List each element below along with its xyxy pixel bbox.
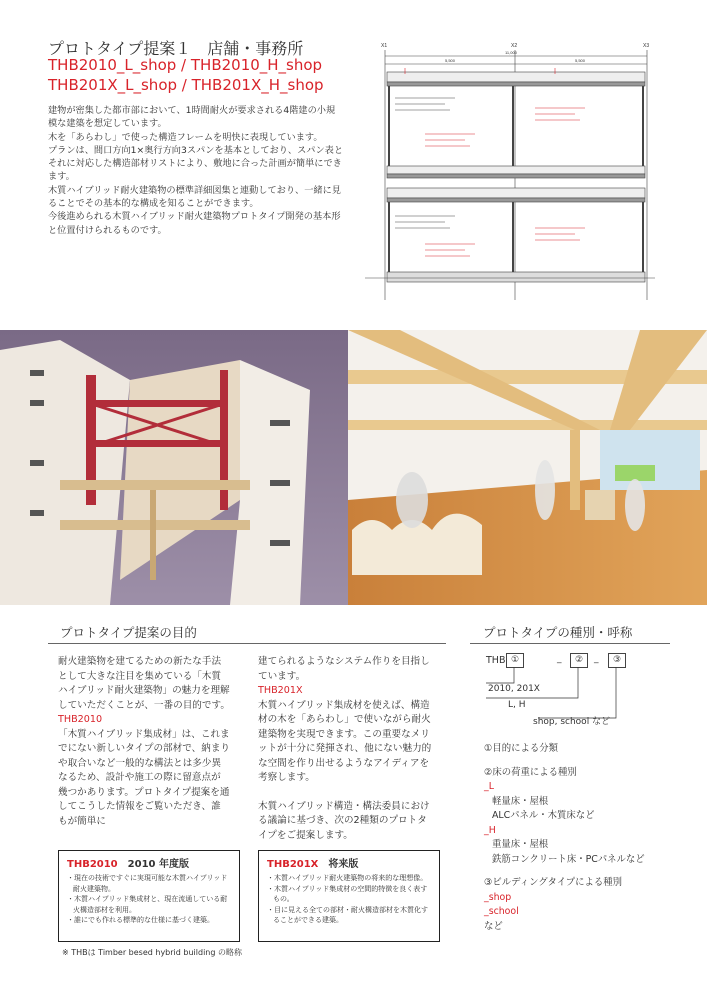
box-thb201x [258,850,440,942]
code-etc: など [484,920,503,932]
interior-rendering [348,330,707,605]
naming-label-years: 2010, 201X [488,684,540,694]
footnote: ※ THBは Timber besed hybrid building の略称 [62,948,242,957]
grid-label-1: X1 [381,43,388,49]
subtitle-201x: THB201X_L_shop / THB201X_H_shop [48,76,324,94]
intro-p3: プランは、間口方向1×奥行方向3スパンを基本としており、スパン表とそれに対応した構造部材リストにより、敷地に合った計画が簡単にできます。 [48,144,344,183]
group-floor-load: ②床の荷重による種別 [484,766,577,778]
group-purpose: ①目的による分類 [484,743,559,754]
photo-band [0,330,707,605]
type-classification [484,742,684,934]
purpose-col2-p2: 木質ハイブリッド集成材を使えば、構造材の木を「あらわし」で使いながら耐火建築物を実現できます。この重要なメリットが十分に発揮され、他にない魅力的な空間を作り出せるようなアイディアを考察します。 [258,699,432,783]
box-thb2010-header [59,851,239,870]
list-item: ・木質ハイブリッド耐火建築物の将来的な理想像。 [267,874,428,882]
box-thb2010-code: THB2010 [67,859,118,870]
grid-label-2: X2 [511,43,518,49]
naming-sep-2: _ [594,654,599,664]
naming-box-3: ③ [608,653,626,668]
light-desc-1: 軽量床・屋根 [492,795,549,807]
intro-text [48,104,344,237]
naming-sep-1: _ [557,654,562,664]
purpose-col2-p1: 建てられるようなシステム作りを目指しています。 [258,656,430,682]
heavy-desc-2: 鉄筋コンクリート床・PCパネルなど [492,853,645,865]
purpose-col-2 [258,655,436,843]
intro-p1: 建物が密集した都市部において、1時間耐火が要求される4階建の小規模な建築を想定しています。 [48,105,336,130]
code-l: _L [484,781,494,792]
purpose-col1-p2: 「木質ハイブリッド集成材」は、これまでにない新しいタイプの部材で、納まりや取合いなど一般的な構法とは多少異なるため、設計や施工の際に留意点が幾つかあります。プロトタイプ提案を通してこうした情報をご覧いただき、誰もが簡単に [58,728,231,827]
box-thb201x-header [259,851,439,870]
box-thb201x-name: 将来版 [328,859,359,870]
light-desc-2: ALCパネル・木質床など [492,810,595,821]
box-thb2010 [58,850,240,942]
naming-diagram [478,650,678,730]
subtitle-2010: THB2010_L_shop / THB2010_H_shop [48,56,323,74]
list-item: ・誰にでも作れる標準的な仕様に基づく建築。 [67,916,214,924]
dim-span-a: 5,500 [445,58,456,63]
model-photo [0,330,348,605]
grid-label-3: X3 [643,43,650,49]
code-h: _H [484,824,496,836]
intro-p2: 木を「あらわし」で使った構造フレームを明快に表現しています。 [48,131,323,143]
purpose-col-1 [58,655,230,829]
section-drawing [365,38,655,304]
naming-label-lh: L, H [508,700,526,710]
list-item: ・木質ハイブリッド集成材の空間的特徴を良く表すもの。 [267,884,428,903]
purpose-col2-label: THB201X [258,685,303,696]
page-title: プロトタイプ提案１ 店舗・事務所 [48,39,304,58]
box-thb201x-list [259,873,439,926]
group-building-type: ③ビルディングタイプによる種別 [484,877,623,888]
naming-box-1: ① [506,653,524,668]
naming-box-2: ② [570,653,588,668]
types-heading: プロトタイプの種別・呼称 [483,625,633,640]
code-school: _school [484,906,519,917]
list-item: ・木質ハイブリッド集成材と、現在流通している耐火構造部材を利用。 [67,895,228,914]
intro-p4: 木質ハイブリッド耐火建築物の標準詳細図集と連動しており、一緒に見ることでその基本的な構成を知ることができます。 [48,184,341,210]
naming-prefix: THB [486,655,506,666]
dim-span-b: 5,500 [575,58,586,63]
purpose-col2-p3: 木質ハイブリッド構造・構法委員における議論に基づき、次の2種類のプロトタイプをご提案します。 [258,800,430,841]
box-thb201x-code: THB201X [267,859,319,870]
box-thb2010-list [59,873,239,926]
types-rule [470,643,670,644]
naming-label-use: shop, school など [533,717,611,727]
intro-p5: 今後進められる木質ハイブリッド耐火建築物プロトタイプ開発の基本形と位置付けられるものです。 [48,211,341,236]
box-thb2010-name: 2010 年度版 [127,859,189,870]
purpose-rule [48,643,446,644]
dim-total: 11,000 [505,50,517,55]
list-item: ・目に見える全ての部材・耐火構造部材を木質化することができる建築。 [267,905,428,924]
code-shop: _shop [484,891,512,903]
heavy-desc-1: 重量床・屋根 [492,839,549,850]
purpose-heading: プロトタイプ提案の目的 [60,625,197,640]
purpose-col1-p1: 耐火建築物を建てるための新たな手法として大きな注目を集めている「木質ハイブリッド耐火建築物」の魅力を理解していただくことが、一番の目的です。 [58,656,230,711]
purpose-col1-label: THB2010 [58,714,103,725]
list-item: ・現在の技術ですぐに実現可能な木質ハイブリッド耐火建築物。 [67,874,228,893]
